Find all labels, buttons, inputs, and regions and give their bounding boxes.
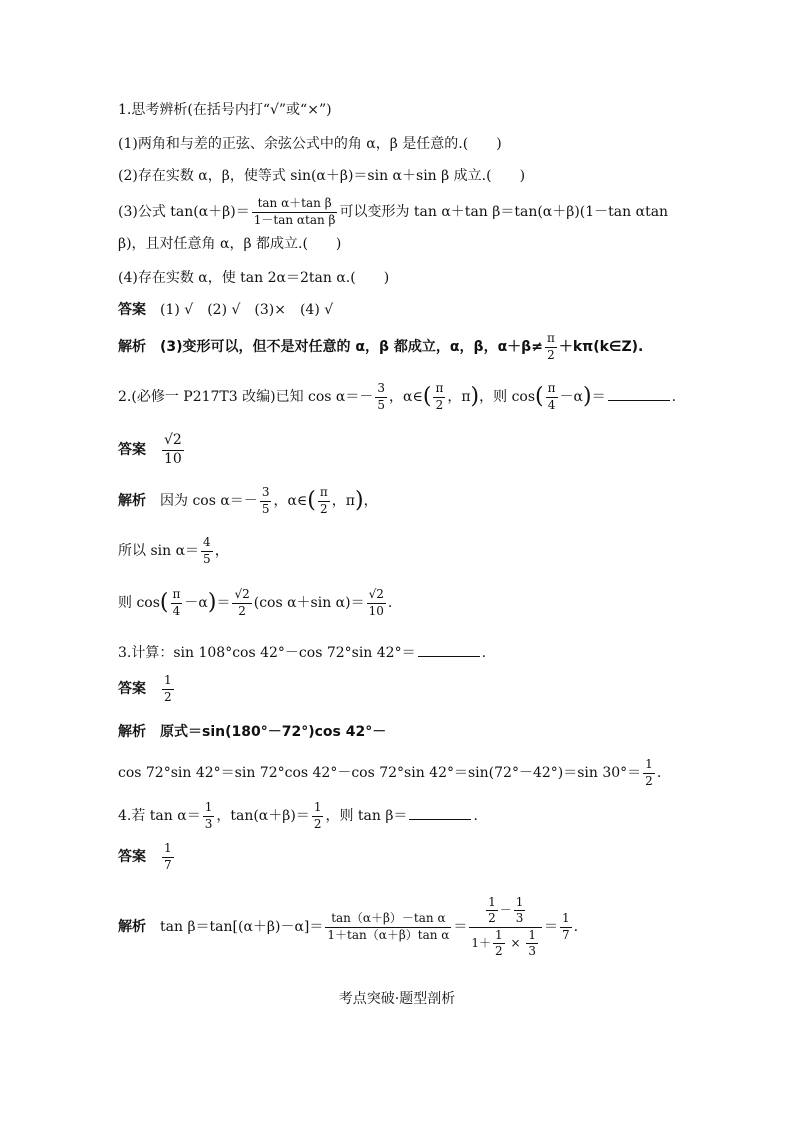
analysis-label: 解析 <box>118 339 146 355</box>
q1-statement-2: (2)存在实数 α，β，使等式 sin(α＋β)＝sin α＋sin β 成立.( ) <box>118 168 526 184</box>
q2-question: 2.(必修一 P217T3 改编)已知 cos α＝－ $\frac{3}{5}$ ，α∈( $\frac{\pi}{2}$ ，π)，则 cos( $\frac{\pi}{4}$ －α)＝ . <box>118 381 677 412</box>
q4-answer-blank <box>409 805 471 820</box>
q1-statement-3-cont: β)，且对任意角 α，β 都成立.( ) <box>118 236 342 252</box>
q3-answer: 答案 $\frac{1}{2}$ <box>118 673 172 704</box>
q2-analysis-3: 则 cos( $\frac{\pi}{4}$ －α)＝ $\frac{√2}{2}$ (cos α＋sin α)＝ $\frac{√2}{10}$ . <box>118 587 393 618</box>
section-footer: 考点突破·题型剖析 <box>338 991 456 1007</box>
q3-answer-blank <box>418 642 480 657</box>
q1-answer: 答案 (1) √ (2) √ (3)× (4) √ <box>118 302 334 318</box>
q2-analysis-2: 所以 sin α＝ $\frac{4}{5}$ ， <box>118 535 229 566</box>
q4-question: 4.若 tan α＝ $\frac{1}{3}$ ，tan(α＋β)＝ $\frac{1}{2}$ ，则 tan β＝ . <box>118 800 478 831</box>
q1-statement-1: (1)两角和与差的正弦、余弦公式中的角 α，β 是任意的.( ) <box>118 136 502 152</box>
answer-label: 答案 <box>118 302 146 318</box>
q3-analysis-2: cos 72°sin 42°＝sin 72°cos 42°－cos 72°sin 42°＝sin(72°－42°)＝sin 30°＝ $\frac{1}{2}$ . <box>118 757 662 788</box>
q3-analysis-1: 解析 原式＝sin(180°－72°)cos 42°－ <box>118 724 387 740</box>
q2-answer-blank <box>608 386 670 401</box>
q4-answer: 答案 $\frac{1}{7}$ <box>118 841 172 872</box>
q2-answer: 答案 $\frac{√2}{10}$ <box>118 432 182 467</box>
q1-title: 1.思考辨析(在括号内打“√”或“×”) <box>118 102 332 118</box>
q4-compound-fraction: $\frac{1}{2}$ － $\frac{1}{3}$ 1＋ $\frac{1}{2}$ × $\frac{1}{3}$ <box>469 896 542 958</box>
q1-statement-4: (4)存在实数 α，使 tan 2α＝2tan α.( ) <box>118 270 390 286</box>
q1-analysis: 解析 (3)变形可以，但不是对任意的 α，β 都成立，α，β，α＋β≠ $\frac{\pi}{2}$ ＋kπ(k∈Z). <box>118 331 644 362</box>
q3-question: 3.计算：sin 108°cos 42°－cos 72°sin 42°＝ . <box>118 642 486 663</box>
q2-analysis-1: 解析 因为 cos α＝－ $\frac{3}{5}$ ，α∈( $\frac{\pi}{2}$ ，π)， <box>118 485 378 516</box>
q1-s3-fraction: $\frac{\text{tan α＋tan β}}{\text{1－tan αtan β}}$ <box>253 196 336 227</box>
q4-analysis: 解析 tan β＝tan[(α＋β)－α]＝ $\frac{\text{tan（α＋β）－tan α}}{\text{1＋tan（α＋β）tan α}}$ ＝ $\frac{1}{2}$ － $\frac{1}{3}$ 1＋ $\frac{1}{2}$ × $\frac{1}{3}$ ＝ $\frac{1}{7}$ . <box>118 895 579 958</box>
q1-statement-3: (3)公式 tan(α＋β)＝ $\frac{\text{tan α＋tan β}}{\text{1－tan αtan β}}$ 可以变形为 tan α＋tan β＝tan(α＋β)(1－tan αtan <box>118 196 669 227</box>
